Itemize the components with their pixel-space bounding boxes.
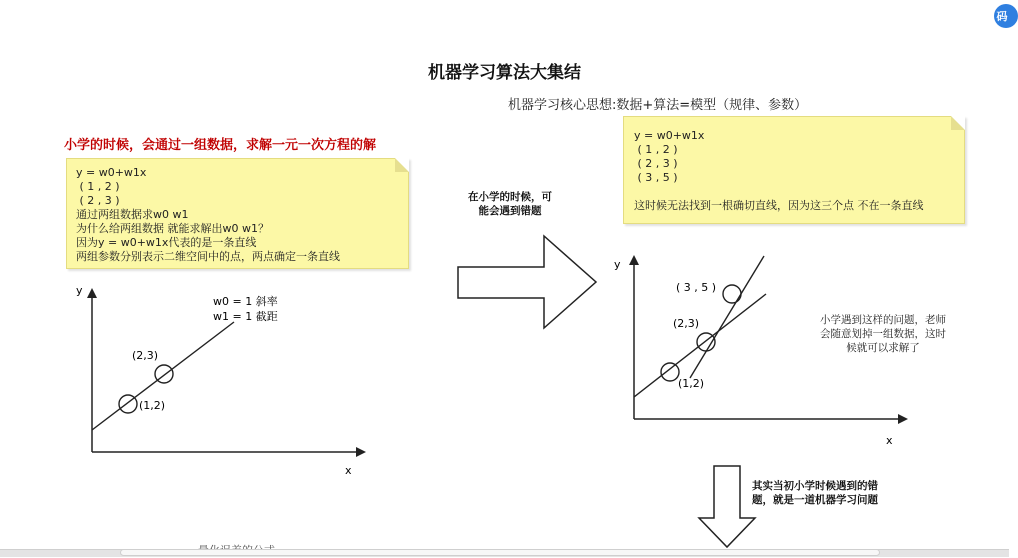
bottom-caption-line: 其实当初小学时候遇到的错 [752, 480, 878, 492]
big-down-arrow [699, 466, 755, 547]
right-point-circle-c [723, 285, 741, 303]
left-point-circle-b [155, 365, 173, 383]
note-line: ( 1 , 2 ) [634, 143, 678, 156]
note-line: ( 3 , 5 ) [634, 171, 678, 184]
note-line: y = w0+w1x [76, 166, 147, 179]
left-y-label: y [76, 284, 83, 297]
teacher-note [808, 313, 958, 355]
left-param-w0: w0 = 1 斜率 [213, 295, 278, 308]
left-point-label-b: (2,3) [132, 349, 159, 362]
left-x-label: x [345, 464, 352, 477]
left-param-w1: w1 = 1 截距 [213, 310, 278, 323]
note-line: ( 2 , 3 ) [634, 157, 678, 170]
note-line: y = w0+w1x [634, 129, 705, 142]
note-line: 两组参数分别表示二维空间中的点，两点确定一条直线 [76, 250, 340, 263]
diagram-title: 机器学习算法大集结 [428, 63, 581, 83]
note-footer: 这时候无法找到一根确切直线，因为这三个点 不在一条直线 [634, 199, 924, 212]
left-point-label-a: (1,2) [139, 399, 166, 412]
right-fit-line-steep [690, 256, 764, 378]
note-line: ( 2 , 3 ) [76, 194, 120, 207]
right-y-label: y [614, 258, 621, 271]
teacher-note-line: 小学遇到这样的问题，老师 [820, 314, 946, 326]
note-line: 为什么给两组数据 就能求解出w0 w1？ [76, 222, 269, 235]
bottom-caption [752, 479, 917, 507]
right-point-label-b: (2,3) [673, 317, 700, 330]
diagram-subtitle: 机器学习核心思想:数据+算法=模型（规律、参数） [508, 98, 808, 113]
corner-badge[interactable]: 码 [994, 4, 1018, 28]
left-fit-line [92, 322, 234, 430]
left-point-circle-a [119, 395, 137, 413]
left-section-heading: 小学的时候，会通过一组数据，求解一元一次方程的解 [64, 138, 377, 153]
arrow-caption-line: 在小学的时候，可 [468, 191, 552, 203]
teacher-note-line: 会随意划掉一组数据，这时 [820, 328, 946, 340]
note-line: 因为y = w0+w1x代表的是一条直线 [76, 236, 257, 249]
arrow-caption-line: 能会遇到错题 [478, 205, 542, 217]
big-right-arrow [458, 236, 596, 328]
teacher-note-line: 候就可以求解了 [846, 342, 920, 354]
right-point-label-c: ( 3 , 5 ) [676, 281, 717, 294]
right-point-circle-a [661, 363, 679, 381]
arrow-caption [455, 190, 565, 218]
note-line: ( 1 , 2 ) [76, 180, 120, 193]
bottom-scrollbar-thumb[interactable] [120, 549, 880, 556]
bottom-caption-line: 题，就是一道机器学习问题 [752, 494, 878, 506]
right-x-label: x [886, 434, 893, 447]
left-plot [76, 284, 364, 477]
right-point-label-a: (1,2) [678, 377, 705, 390]
note-line: 通过两组数据求w0 w1 [76, 208, 189, 221]
